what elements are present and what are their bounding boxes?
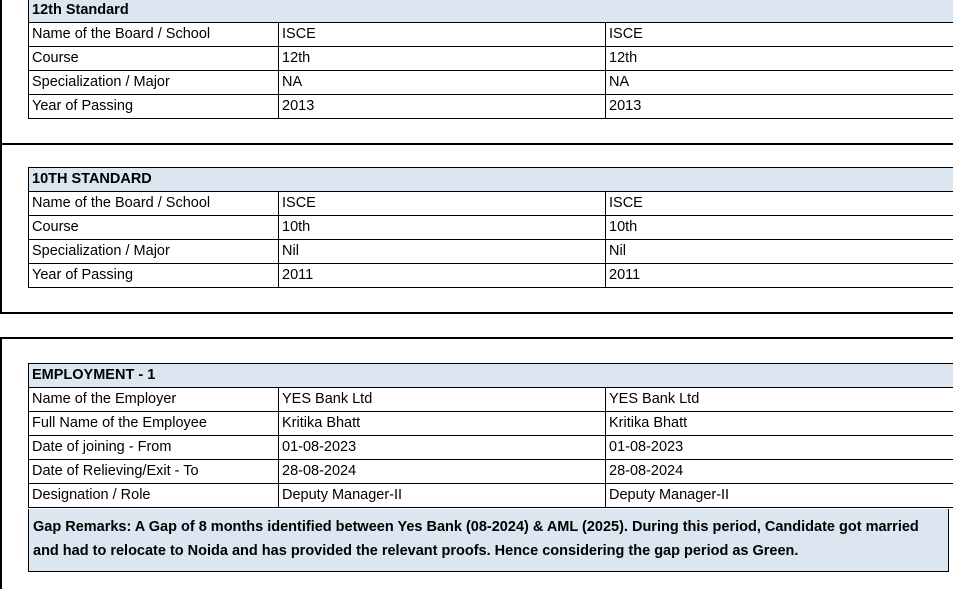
row-label: Date of joining - From xyxy=(29,436,279,460)
row-value-1: 2013 xyxy=(279,95,606,119)
table-row xyxy=(29,484,953,508)
row-value-1: Kritika Bhatt xyxy=(279,412,606,436)
row-value-1: Nil xyxy=(279,240,606,264)
row-value-1: 01-08-2023 xyxy=(279,436,606,460)
row-value-2: Kritika Bhatt xyxy=(606,412,953,436)
row-value-2: 28-08-2024 xyxy=(606,460,953,484)
row-value-2: Deputy Manager-II xyxy=(606,484,953,508)
row-value-2: Nil xyxy=(606,240,953,264)
row-value-1: 28-08-2024 xyxy=(279,460,606,484)
table-row xyxy=(29,71,953,95)
row-value-2: 01-08-2023 xyxy=(606,436,953,460)
row-label: Date of Relieving/Exit - To xyxy=(29,460,279,484)
gap-remarks: Gap Remarks: A Gap of 8 months identified between Yes Bank (08-2024) & AML (2025). During this period, Candidate got married and had to relocate to Noida and has provided the relevant proofs. Hence considering the gap period as Green. xyxy=(28,509,949,572)
row-label: Year of Passing xyxy=(29,264,279,288)
row-value-1: ISCE xyxy=(279,192,606,216)
table-employment-1 xyxy=(28,363,953,508)
row-label: Full Name of the Employee xyxy=(29,412,279,436)
section-header-row xyxy=(29,364,953,388)
row-value-2: ISCE xyxy=(606,23,953,47)
row-label: Name of the Board / School xyxy=(29,192,279,216)
section-10th-standard xyxy=(0,145,953,314)
row-value-2: NA xyxy=(606,71,953,95)
row-value-1: Deputy Manager-II xyxy=(279,484,606,508)
section-employment-1 xyxy=(0,337,953,589)
section-title: 10TH STANDARD xyxy=(29,168,953,192)
row-value-2: 12th xyxy=(606,47,953,71)
row-value-1: 2011 xyxy=(279,264,606,288)
section-12th-standard xyxy=(0,0,953,145)
row-label: Year of Passing xyxy=(29,95,279,119)
row-value-2: 2013 xyxy=(606,95,953,119)
section-title: EMPLOYMENT - 1 xyxy=(29,364,953,388)
table-row xyxy=(29,95,953,119)
row-label: Name of the Board / School xyxy=(29,23,279,47)
section-header-row xyxy=(29,0,953,23)
table-row xyxy=(29,47,953,71)
table-row xyxy=(29,264,953,288)
row-value-2: 10th xyxy=(606,216,953,240)
table-row xyxy=(29,412,953,436)
row-value-1: YES Bank Ltd xyxy=(279,388,606,412)
row-label: Specialization / Major xyxy=(29,240,279,264)
row-label: Course xyxy=(29,216,279,240)
table-row xyxy=(29,240,953,264)
section-title: 12th Standard xyxy=(29,0,953,23)
table-row xyxy=(29,436,953,460)
table-10th-standard xyxy=(28,167,953,288)
row-value-1: ISCE xyxy=(279,23,606,47)
row-label: Specialization / Major xyxy=(29,71,279,95)
table-12th-standard xyxy=(28,0,953,119)
table-row xyxy=(29,192,953,216)
row-label: Name of the Employer xyxy=(29,388,279,412)
table-row xyxy=(29,388,953,412)
row-label: Course xyxy=(29,47,279,71)
row-value-1: 10th xyxy=(279,216,606,240)
table-row xyxy=(29,460,953,484)
row-value-2: YES Bank Ltd xyxy=(606,388,953,412)
row-value-1: NA xyxy=(279,71,606,95)
table-row xyxy=(29,216,953,240)
row-label: Designation / Role xyxy=(29,484,279,508)
table-row xyxy=(29,23,953,47)
row-value-2: ISCE xyxy=(606,192,953,216)
section-header-row xyxy=(29,168,953,192)
row-value-2: 2011 xyxy=(606,264,953,288)
row-value-1: 12th xyxy=(279,47,606,71)
